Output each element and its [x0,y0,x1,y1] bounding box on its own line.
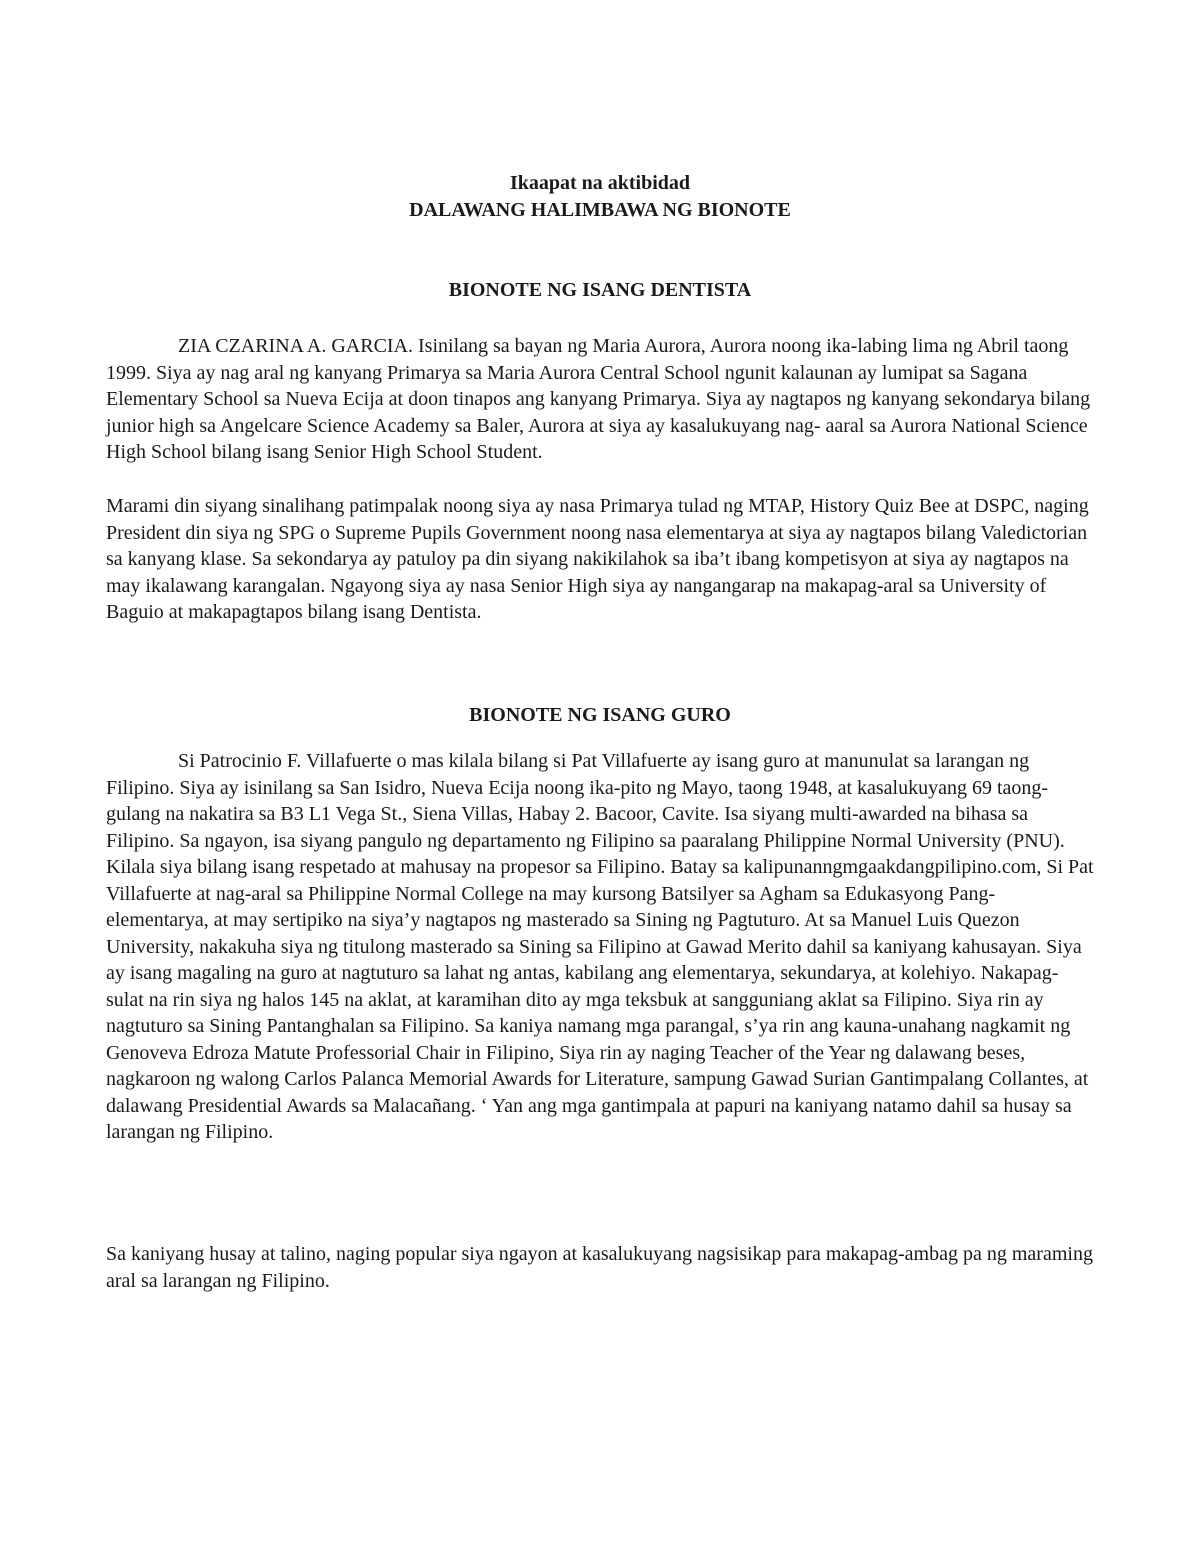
activity-title: Ikaapat na aktibidad [509,172,691,194]
document-subtitle: DALAWANG HALIMBAWA NG BIONOTE [409,199,791,221]
guro-paragraph-1 [106,748,1096,1146]
document-title [0,170,1200,224]
dentista-paragraph-2: Marami din siyang sinalihang patimpalak noong siya ay nasa Primarya tulad ng MTAP, History Quiz Bee at DSPC, naging President din siya ng SPG o Supreme Pupils Government noong nasa elementarya at siya ay nagtapos bilang Valedictorian sa kanyang klase. Sa sekondarya ay patuloy pa din siyang nakikilahok sa iba’t ibang kompetisyon at siya ay nagtapos na may ikalawang karangalan. Ngayong siya ay nasa Senior High siya ay nangangarap na makapag-aral sa University of Baguio at makapagtapos bilang isang Dentista. [106,495,1089,623]
guro-paragraph-1-text: Si Patrocinio F. Villafuerte o mas kilala bilang si Pat Villafuerte ay isang guro at manunulat sa larangan ng Filipino. Siya ay isinilang sa San Isidro, Nueva Ecija noong ika-pito ng Mayo, taong 1948, at kasalukuyang 69 taong-gulang na nakatira sa B3 L1 Vega St., Siena Villas, Habay 2. Bacoor, Cavite. Isa siyang multi-awarded na bihasa sa Filipino. Sa ngayon, isa siyang pangulo ng departamento ng Filipino sa paaralang Philippine Normal University (PNU). Kilala siya bilang isang respetado at mahusay na propesor sa Filipino. Batay sa kalipunanngmgaakdangpilipino.com, Si Pat Villafuerte at nag-aral sa Philippine Normal College na may kursong Batsilyer sa Agham sa Edukasyong Pang-elementarya, at may sertipiko na siya’y nagtapos ng masterado sa Sining ng Pagtuturo. At sa Manuel Luis Quezon University, nakakuha siya ng titulong masterado sa Sining sa Filipino at Gawad Merito dahil sa kaniyang kahusayan. Siya ay isang magaling na guro at nagtuturo sa lahat ng antas, kabilang ang elementarya, sekundarya, at kolehiyo. Nakapag-sulat na rin siya ng halos 145 na aklat, at karamihan dito ay mga teksbuk at sangguniang aklat sa Filipino. Siya rin ay nagtuturo sa Sining Pantanghalan sa Filipino. Sa kaniya namang mga parangal, s’ya rin ang kauna-unahang nagkamit ng Genoveva Edroza Matute Professorial Chair in Filipino, Siya rin ay naging Teacher of the Year ng dalawang beses, nagkaroon ng walong Carlos Palanca Memorial Awards for Literature, sampung Gawad Surian Gantimpalang Collantes, at dalawang Presidential Awards sa Malacañang. ‘ Yan ang mga gantimpala at papuri na kaniyang natamo dahil sa husay sa larangan ng Filipino. [106,750,1094,1143]
section-heading-guro: BIONOTE NG ISANG GURO [469,704,731,726]
dentista-paragraph-1 [106,333,1096,466]
dentista-paragraph-1-text: ZIA CZARINA A. GARCIA. Isinilang sa bayan ng Maria Aurora, Aurora noong ika-labing lima ng Abril taong 1999. Siya ay nag aral ng kanyang Primarya sa Maria Aurora Central School ngunit kalaunan ay lumipat sa Sagana Elementary School sa Nueva Ecija at doon tinapos ang kanyang Primarya. Siya ay nagtapos ng kanyang sekondarya bilang junior high sa Angelcare Science Academy sa Baler, Aurora at siya ay kasalukuyang nag- aaral sa Aurora National Science High School bilang isang Senior High School Student. [106,335,1091,463]
section-heading-dentista: BIONOTE NG ISANG DENTISTA [448,279,752,301]
guro-paragraph-2: Sa kaniyang husay at talino, naging popular siya ngayon at kasalukuyang nagsisikap para makapag-ambag pa ng maraming aral sa larangan ng Filipino. [106,1243,1093,1292]
